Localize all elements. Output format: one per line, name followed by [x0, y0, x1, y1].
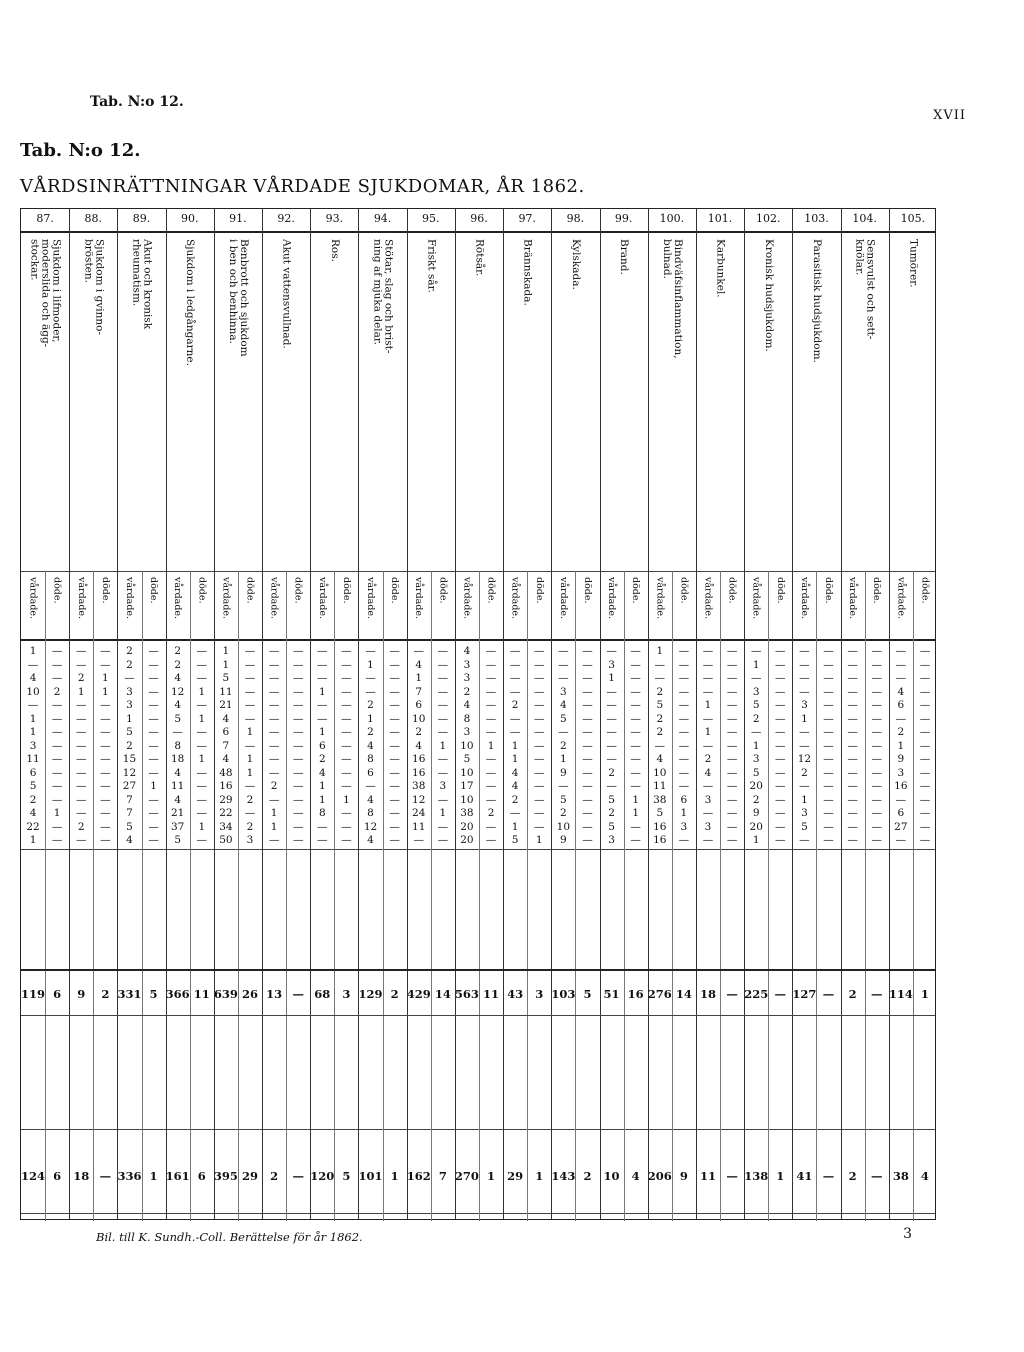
subtotal: 1: [920, 987, 929, 1001]
subheader-cared: [455, 577, 479, 637]
table-rule: [21, 571, 935, 572]
subheader-cared: [21, 577, 45, 637]
subheader-dead: [672, 577, 696, 637]
subheader-label: döde.: [871, 577, 883, 604]
subheader-label: döde.: [99, 577, 111, 604]
grand-total: 1: [535, 1169, 544, 1183]
subheader-label: döde.: [726, 577, 738, 604]
grand-total: 1: [487, 1169, 496, 1183]
subtotal: 2: [101, 987, 110, 1001]
subtotal: 18: [699, 987, 716, 1001]
data-cells: 1 — — 2 5 2 2 — 4 10 11 38 5 16 16: [653, 645, 667, 846]
subheader-label: döde.: [196, 577, 208, 604]
page-number: 3: [903, 1226, 912, 1242]
grand-total: 161: [165, 1169, 190, 1183]
top-label: Tab. N:o 12.: [90, 94, 184, 110]
subheader-label: vårdade.: [268, 577, 280, 620]
column-header-text: Tumörer.: [907, 239, 920, 288]
column-header-text: Sjukdom i ledgångarne.: [184, 239, 197, 366]
column-number: 87.: [36, 212, 54, 225]
subheader-dead: [93, 577, 117, 637]
data-cells: — — — — — — — — — — — — — — 1: [534, 645, 545, 846]
subheader-label: döde.: [533, 577, 545, 604]
column-number: 89.: [132, 212, 151, 225]
grand-total: 270: [454, 1169, 479, 1183]
grand-total: 29: [507, 1169, 524, 1183]
grand-total: 29: [241, 1169, 258, 1183]
subtotal: 129: [358, 987, 383, 1001]
subheader-dead: [479, 577, 503, 637]
subtotal: 6: [53, 987, 62, 1001]
table-rule: [21, 1015, 935, 1016]
subtotal: 2: [848, 987, 857, 1001]
data-cells: — — — — — — — — — — — — — — —: [823, 645, 834, 846]
subheader-label: döde.: [774, 577, 786, 604]
column-header-text: Ros.: [328, 239, 341, 262]
data-cells: 1 1 5 11 21 4 6 7 4 48 16 29 22 34 50: [219, 645, 233, 846]
subheader-dead: [334, 577, 358, 637]
data-cells: — — — — 3 1 — — 12 2 — 1 3 5 —: [797, 645, 812, 846]
grand-total: 101: [358, 1169, 383, 1183]
data-cells: — — — — — — — — — — — 6 1 3 —: [678, 645, 690, 846]
grand-total: 38: [892, 1169, 909, 1183]
column-header: [214, 239, 262, 569]
subtotal: 14: [434, 987, 451, 1001]
subheader-dead: [768, 577, 792, 637]
column-header-text: Stötar, slag och brist- ning af mjuka delar.: [371, 239, 395, 354]
subheader-label: döde.: [148, 577, 160, 604]
column-header: [117, 239, 165, 569]
grand-total: 4: [631, 1169, 640, 1183]
grand-total: 1: [390, 1169, 399, 1183]
page-mark: XVII: [933, 108, 966, 123]
data-cells: — — — — — — — 1 — — — — 2 — —: [485, 645, 497, 846]
subheader-cared: [117, 577, 141, 637]
column-header: [600, 239, 648, 569]
column-header-text: Benbrott och sjukdom i ben och benhinna.: [226, 239, 250, 357]
grand-total: 206: [647, 1169, 672, 1183]
subheader-cared: [310, 577, 334, 637]
subtotal: 11: [483, 987, 500, 1001]
subheader-cared: [166, 577, 190, 637]
data-cells: 2 2 4 12 4 5 — 8 18 4 11 4 21 37 5: [170, 645, 185, 846]
column-number: 99.: [614, 212, 633, 225]
subtotal: —: [774, 987, 787, 1001]
subtotal: 26: [241, 987, 258, 1001]
data-cells: — — — — — — — — — — — — — — —: [919, 645, 931, 846]
column-header-text: Rötsår.: [473, 239, 486, 277]
column-header: [889, 239, 937, 569]
column-number: 92.: [277, 212, 295, 225]
subheader-label: vårdade.: [654, 577, 666, 620]
subtotal: —: [870, 987, 883, 1001]
table-rule: [21, 231, 935, 233]
subtotal: 14: [675, 987, 692, 1001]
table-rule: [21, 1213, 935, 1214]
subtotal: 366: [165, 987, 190, 1001]
column-number: 105.: [900, 212, 926, 225]
subheader-cared: [262, 577, 286, 637]
grand-total: 143: [551, 1169, 576, 1183]
table-rule: [21, 1129, 935, 1130]
column-header: [21, 239, 69, 569]
subheader-label: vårdade.: [220, 577, 232, 620]
subheader-dead: [383, 577, 407, 637]
subheader-dead: [624, 577, 648, 637]
grand-total: 1: [149, 1169, 158, 1183]
data-cells: 4 3 3 2 4 8 3 10 5 10 17 10 38 20 20: [460, 645, 474, 846]
column-header: [648, 239, 696, 569]
subheader-label: vårdade.: [557, 577, 569, 620]
data-cells: — — — — — — — — — — — — — — —: [726, 645, 738, 846]
subheader-label: vårdade.: [172, 577, 184, 620]
grand-total: 336: [117, 1169, 142, 1183]
data-cells: — — — 2 — — — — — — — — 1 — —: [51, 645, 63, 846]
page-title: VÅRDSINRÄTTNINGAR VÅRDADE SJUKDOMAR, ÅR 1862.: [20, 176, 585, 197]
data-cells: — — — — — — — — — — — 1 — — —: [341, 645, 352, 846]
column-header-text: Parasitisk hudsjukdom.: [810, 239, 823, 363]
column-header: [407, 239, 455, 569]
subtotal: 276: [647, 987, 672, 1001]
grand-total: 4: [920, 1169, 929, 1183]
column-number: 91.: [229, 212, 247, 225]
grand-total: 6: [197, 1169, 206, 1183]
column-number: 96.: [470, 212, 488, 225]
subheader-dead: [45, 577, 69, 637]
subtotal: 103: [551, 987, 576, 1001]
subheader-label: vårdade.: [702, 577, 714, 620]
column-header-text: Kylskada.: [569, 239, 582, 290]
data-cells: — — — — — — — — — — — — — — —: [389, 645, 400, 846]
subtotal: 68: [314, 987, 331, 1001]
column-number: 93.: [325, 212, 344, 225]
subheader-label: vårdade.: [798, 577, 810, 620]
subheader-label: vårdade.: [750, 577, 762, 620]
data-cells: — 1 — 3 5 2 — 1 3 5 20 2 9 20 1: [749, 645, 763, 846]
column-header-text: Brännskada.: [521, 239, 534, 306]
subheader-dead: [527, 577, 551, 637]
subheader-label: döde.: [340, 577, 352, 604]
column-header-text: Akut och kronisk rheumatism.: [130, 239, 154, 330]
data-cells: — — — — — — — — — — 2 — 1 1 —: [268, 645, 280, 846]
grand-total: 6: [53, 1169, 62, 1183]
subtotal: 16: [627, 987, 644, 1001]
subheader-label: vårdade.: [316, 577, 328, 620]
data-cells: — — 2 1 — — — — — — — — — 2 —: [76, 645, 87, 846]
column-header-text: Brand.: [618, 239, 631, 275]
column-number: 101.: [707, 212, 733, 225]
column-number: 104.: [852, 212, 877, 225]
footer-note: Bil. till K. Sundh.-Coll. Berättelse för år 1862.: [96, 1230, 363, 1244]
grand-total: 120: [310, 1169, 335, 1183]
grand-total: 11: [699, 1169, 716, 1183]
column-header: [696, 239, 744, 569]
subheader-label: döde.: [678, 577, 690, 604]
subtotal: 127: [792, 987, 817, 1001]
data-cells: — — — 1 — 1 — — 1 — — — — 1 —: [196, 645, 208, 846]
subheader-label: vårdade.: [413, 577, 425, 620]
subtotal: 563: [454, 987, 479, 1001]
subheader-dead: [575, 577, 599, 637]
data-cells: — — — — — — — — — — — — — — —: [582, 645, 593, 846]
data-cells: — — — — — — — — — — — — — — —: [847, 645, 858, 846]
data-cells: — — — — — — — 1 — — 3 — 1 — —: [437, 645, 449, 846]
grand-total: —: [870, 1169, 883, 1183]
grand-total: 9: [679, 1169, 688, 1183]
column-number: 97.: [518, 212, 536, 225]
column-header-text: Sjukdom i gvinno- brösten.: [82, 239, 106, 336]
column-header: [69, 239, 117, 569]
subheader-cared: [792, 577, 816, 637]
subheader-dead: [865, 577, 889, 637]
subheader-label: vårdade.: [509, 577, 521, 620]
data-cells: — 3 1 — — — — — — 2 — 5 2 5 3: [606, 645, 617, 846]
column-number: 90.: [180, 212, 199, 225]
grand-total: 18: [73, 1169, 90, 1183]
column-header-text: Akut vattensvullnad.: [280, 239, 293, 349]
subtotal: 5: [583, 987, 592, 1001]
grand-total: 138: [744, 1169, 769, 1183]
grand-total: 2: [848, 1169, 857, 1183]
subtotal: 13: [266, 987, 283, 1001]
subheader-label: döde.: [51, 577, 63, 604]
subheader-cared: [841, 577, 865, 637]
subheader-dead: [816, 577, 840, 637]
subheader-label: vårdade.: [27, 577, 39, 620]
column-number: 95.: [422, 212, 440, 225]
column-number: 94.: [373, 212, 392, 225]
data-cells: — — — — 1 — 1 — 2 4 — 3 — 3 —: [702, 645, 714, 846]
subtotal: —: [822, 987, 835, 1001]
grand-total: 7: [438, 1169, 447, 1183]
column-header: [455, 239, 503, 569]
column-header: [744, 239, 792, 569]
subheader-dead: [720, 577, 744, 637]
column-header-text: Karbunkel.: [714, 239, 727, 298]
data-cells: — — — — 2 — — 1 1 4 4 2 — 1 5: [509, 645, 521, 846]
table-rule: [21, 969, 935, 971]
grand-total: 41: [796, 1169, 813, 1183]
subtotal: 9: [77, 987, 86, 1001]
subheader-label: döde.: [823, 577, 835, 604]
grand-total: 162: [406, 1169, 431, 1183]
subheader-cared: [744, 577, 768, 637]
subheader-cared: [600, 577, 624, 637]
data-cells: 1 — 4 10 — 1 1 3 11 6 5 2 4 22 1: [26, 645, 40, 846]
grand-total: 10: [603, 1169, 620, 1183]
column-number: 100.: [659, 212, 685, 225]
subheader-cared: [551, 577, 575, 637]
data-cells: — — — — — — — — — — — — — — —: [871, 645, 882, 846]
grand-total: 2: [270, 1169, 279, 1183]
subheader-dead: [286, 577, 310, 637]
grand-total: —: [99, 1169, 112, 1183]
subheader-cared: [889, 577, 913, 637]
column-number: 98.: [566, 212, 585, 225]
subheader-label: vårdade.: [365, 577, 377, 620]
grand-total: —: [292, 1169, 304, 1183]
column-header: [792, 239, 840, 569]
subtotal: 11: [193, 987, 210, 1001]
subtotal: 5: [149, 987, 158, 1001]
column-header: [503, 239, 551, 569]
data-cells: — 1 — — 2 1 2 4 8 6 — 4 8 12 4: [363, 645, 378, 846]
column-header-text: Sensvulst och sett- knölar.: [853, 239, 877, 340]
subheader-label: döde.: [437, 577, 449, 604]
grand-total: 124: [21, 1169, 46, 1183]
subheader-label: vårdade.: [123, 577, 135, 620]
data-cells: — — — — — — — — — — — — — — —: [292, 645, 304, 846]
data-cells: — — 1 1 — — — — — — — — — — —: [100, 645, 111, 846]
subheader-cared: [69, 577, 93, 637]
data-cells: — — — — — — 1 — 1 1 — 2 — 2 3: [244, 645, 256, 846]
subheader-cared: [696, 577, 720, 637]
subheader-label: vårdade.: [461, 577, 473, 620]
subheader-label: vårdade.: [606, 577, 618, 620]
subtotal: —: [726, 987, 738, 1001]
subheader-cared: [214, 577, 238, 637]
subheader-label: döde.: [292, 577, 304, 604]
subtotal: —: [292, 987, 304, 1001]
subheader-cared: [648, 577, 672, 637]
data-cells: — — — 1 — — 1 6 2 4 1 1 8 — —: [317, 645, 328, 846]
column-number: 88.: [84, 212, 103, 225]
grand-total: 395: [213, 1169, 238, 1183]
subtotal: 114: [888, 987, 913, 1001]
subtotal: 225: [744, 987, 769, 1001]
subheader-cared: [407, 577, 431, 637]
column-header: [166, 239, 214, 569]
subheader-dead: [142, 577, 166, 637]
data-cells: — — — — — — — — — — — — — — —: [775, 645, 786, 846]
subheader-label: vårdade.: [847, 577, 859, 620]
subheader-dead: [913, 577, 937, 637]
column-header-text: Bindväfsinflammation, bulnad.: [660, 239, 684, 359]
grand-total: 5: [342, 1169, 351, 1183]
column-header-text: Friskt sår.: [425, 239, 438, 293]
subheader-dead: [431, 577, 455, 637]
column-header-text: Kronisk hudsjukdom.: [762, 239, 775, 352]
subtotal: 639: [213, 987, 238, 1001]
column-header: [841, 239, 889, 569]
subtotal: 119: [21, 987, 46, 1001]
column-header: [551, 239, 599, 569]
data-cells: — — — — — — — — — — 1 — — — —: [148, 645, 159, 846]
table-rule: [21, 849, 935, 850]
subtotal: 3: [342, 987, 351, 1001]
statistics-table: [20, 208, 936, 1220]
column-number: 102.: [756, 212, 781, 225]
subheader-dead: [190, 577, 214, 637]
subheader-label: döde.: [919, 577, 931, 604]
data-cells: — — — 4 6 — 2 1 9 3 16 — 6 27 —: [894, 645, 908, 846]
grand-total: —: [822, 1169, 835, 1183]
data-cells: — — — — — — — — — — — 1 1 — —: [630, 645, 641, 846]
grand-total: 2: [583, 1169, 592, 1183]
grand-total: —: [726, 1169, 738, 1183]
subheader-dead: [238, 577, 262, 637]
column-number: 103.: [804, 212, 829, 225]
subheader-label: döde.: [630, 577, 642, 604]
subheader-label: döde.: [244, 577, 256, 604]
data-cells: — 4 1 7 6 10 2 4 16 16 38 12 24 11 —: [412, 645, 426, 846]
subheader-label: döde.: [581, 577, 593, 604]
data-cells: 2 2 — 3 3 1 5 2 15 12 27 7 7 5 4: [122, 645, 137, 846]
subheader-label: döde.: [389, 577, 401, 604]
subheader-cared: [503, 577, 527, 637]
subtotal: 43: [507, 987, 524, 1001]
subtotal: 2: [390, 987, 399, 1001]
column-header: [358, 239, 406, 569]
subheader-label: vårdade.: [895, 577, 907, 620]
subtotal: 429: [406, 987, 431, 1001]
subheader-label: vårdade.: [75, 577, 87, 620]
tab-label: Tab. N:o 12.: [20, 140, 141, 161]
subheader-label: döde.: [485, 577, 497, 604]
subtotal: 3: [535, 987, 544, 1001]
column-header: [262, 239, 310, 569]
column-header-text: Sjukdom i lifmoder, moderslida och ägg- stockar.: [28, 239, 63, 348]
subtotal: 331: [117, 987, 142, 1001]
table-rule: [21, 639, 935, 641]
column-header: [310, 239, 358, 569]
subheader-cared: [358, 577, 382, 637]
data-cells: — — — 3 4 5 — 2 1 9 — 5 2 10 9: [556, 645, 571, 846]
grand-total: 1: [776, 1169, 785, 1183]
subtotal: 51: [603, 987, 620, 1001]
